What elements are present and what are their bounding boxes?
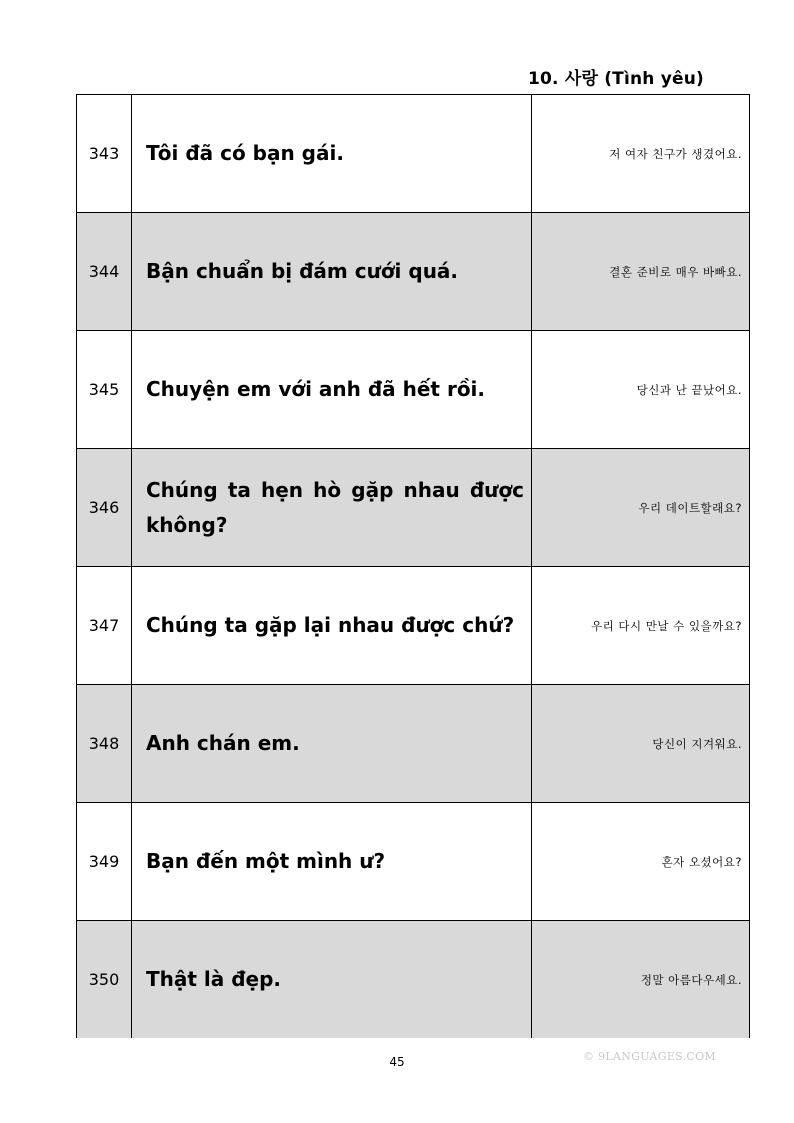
korean-translation: 우리 데이트할래요? bbox=[532, 449, 750, 567]
table-row bbox=[77, 921, 750, 1039]
table-row bbox=[77, 449, 750, 567]
korean-translation: 결혼 준비로 매우 바빠요. bbox=[532, 213, 750, 331]
vietnamese-phrase: Bạn đến một mình ư? bbox=[132, 803, 532, 921]
table-row bbox=[77, 213, 750, 331]
vietnamese-phrase: Anh chán em. bbox=[132, 685, 532, 803]
phrase-number: 343 bbox=[77, 95, 132, 213]
section-title: 10. 사랑 (Tình yêu) bbox=[528, 69, 704, 89]
phrase-number: 346 bbox=[77, 449, 132, 567]
table-row bbox=[77, 331, 750, 449]
vietnamese-phrase: Chúng ta hẹn hò gặp nhau được không? bbox=[132, 449, 532, 567]
korean-translation: 당신과 난 끝났어요. bbox=[532, 331, 750, 449]
table-row bbox=[77, 95, 750, 213]
table-row bbox=[77, 685, 750, 803]
table-row bbox=[77, 567, 750, 685]
vietnamese-phrase: Bận chuẩn bị đám cưới quá. bbox=[132, 213, 532, 331]
korean-translation: 우리 다시 만날 수 있을까요? bbox=[532, 567, 750, 685]
vietnamese-phrase: Chuyện em với anh đã hết rồi. bbox=[132, 331, 532, 449]
table-row bbox=[77, 803, 750, 921]
vietnamese-phrase: Tôi đã có bạn gái. bbox=[132, 95, 532, 213]
copyright-watermark: © 9LANGUAGES.COM bbox=[583, 1050, 716, 1063]
phrase-table bbox=[76, 94, 750, 1038]
korean-translation: 혼자 오셨어요? bbox=[532, 803, 750, 921]
phrase-number: 344 bbox=[77, 213, 132, 331]
korean-translation: 정말 아름다우세요. bbox=[532, 921, 750, 1039]
phrase-number: 350 bbox=[77, 921, 132, 1039]
phrase-number: 348 bbox=[77, 685, 132, 803]
vietnamese-phrase: Thật là đẹp. bbox=[132, 921, 532, 1039]
phrase-number: 345 bbox=[77, 331, 132, 449]
vietnamese-phrase: Chúng ta gặp lại nhau được chứ? bbox=[132, 567, 532, 685]
korean-translation: 저 여자 친구가 생겼어요. bbox=[532, 95, 750, 213]
phrase-number: 347 bbox=[77, 567, 132, 685]
page-number: 45 bbox=[389, 1055, 405, 1069]
phrase-number: 349 bbox=[77, 803, 132, 921]
korean-translation: 당신이 지겨워요. bbox=[532, 685, 750, 803]
